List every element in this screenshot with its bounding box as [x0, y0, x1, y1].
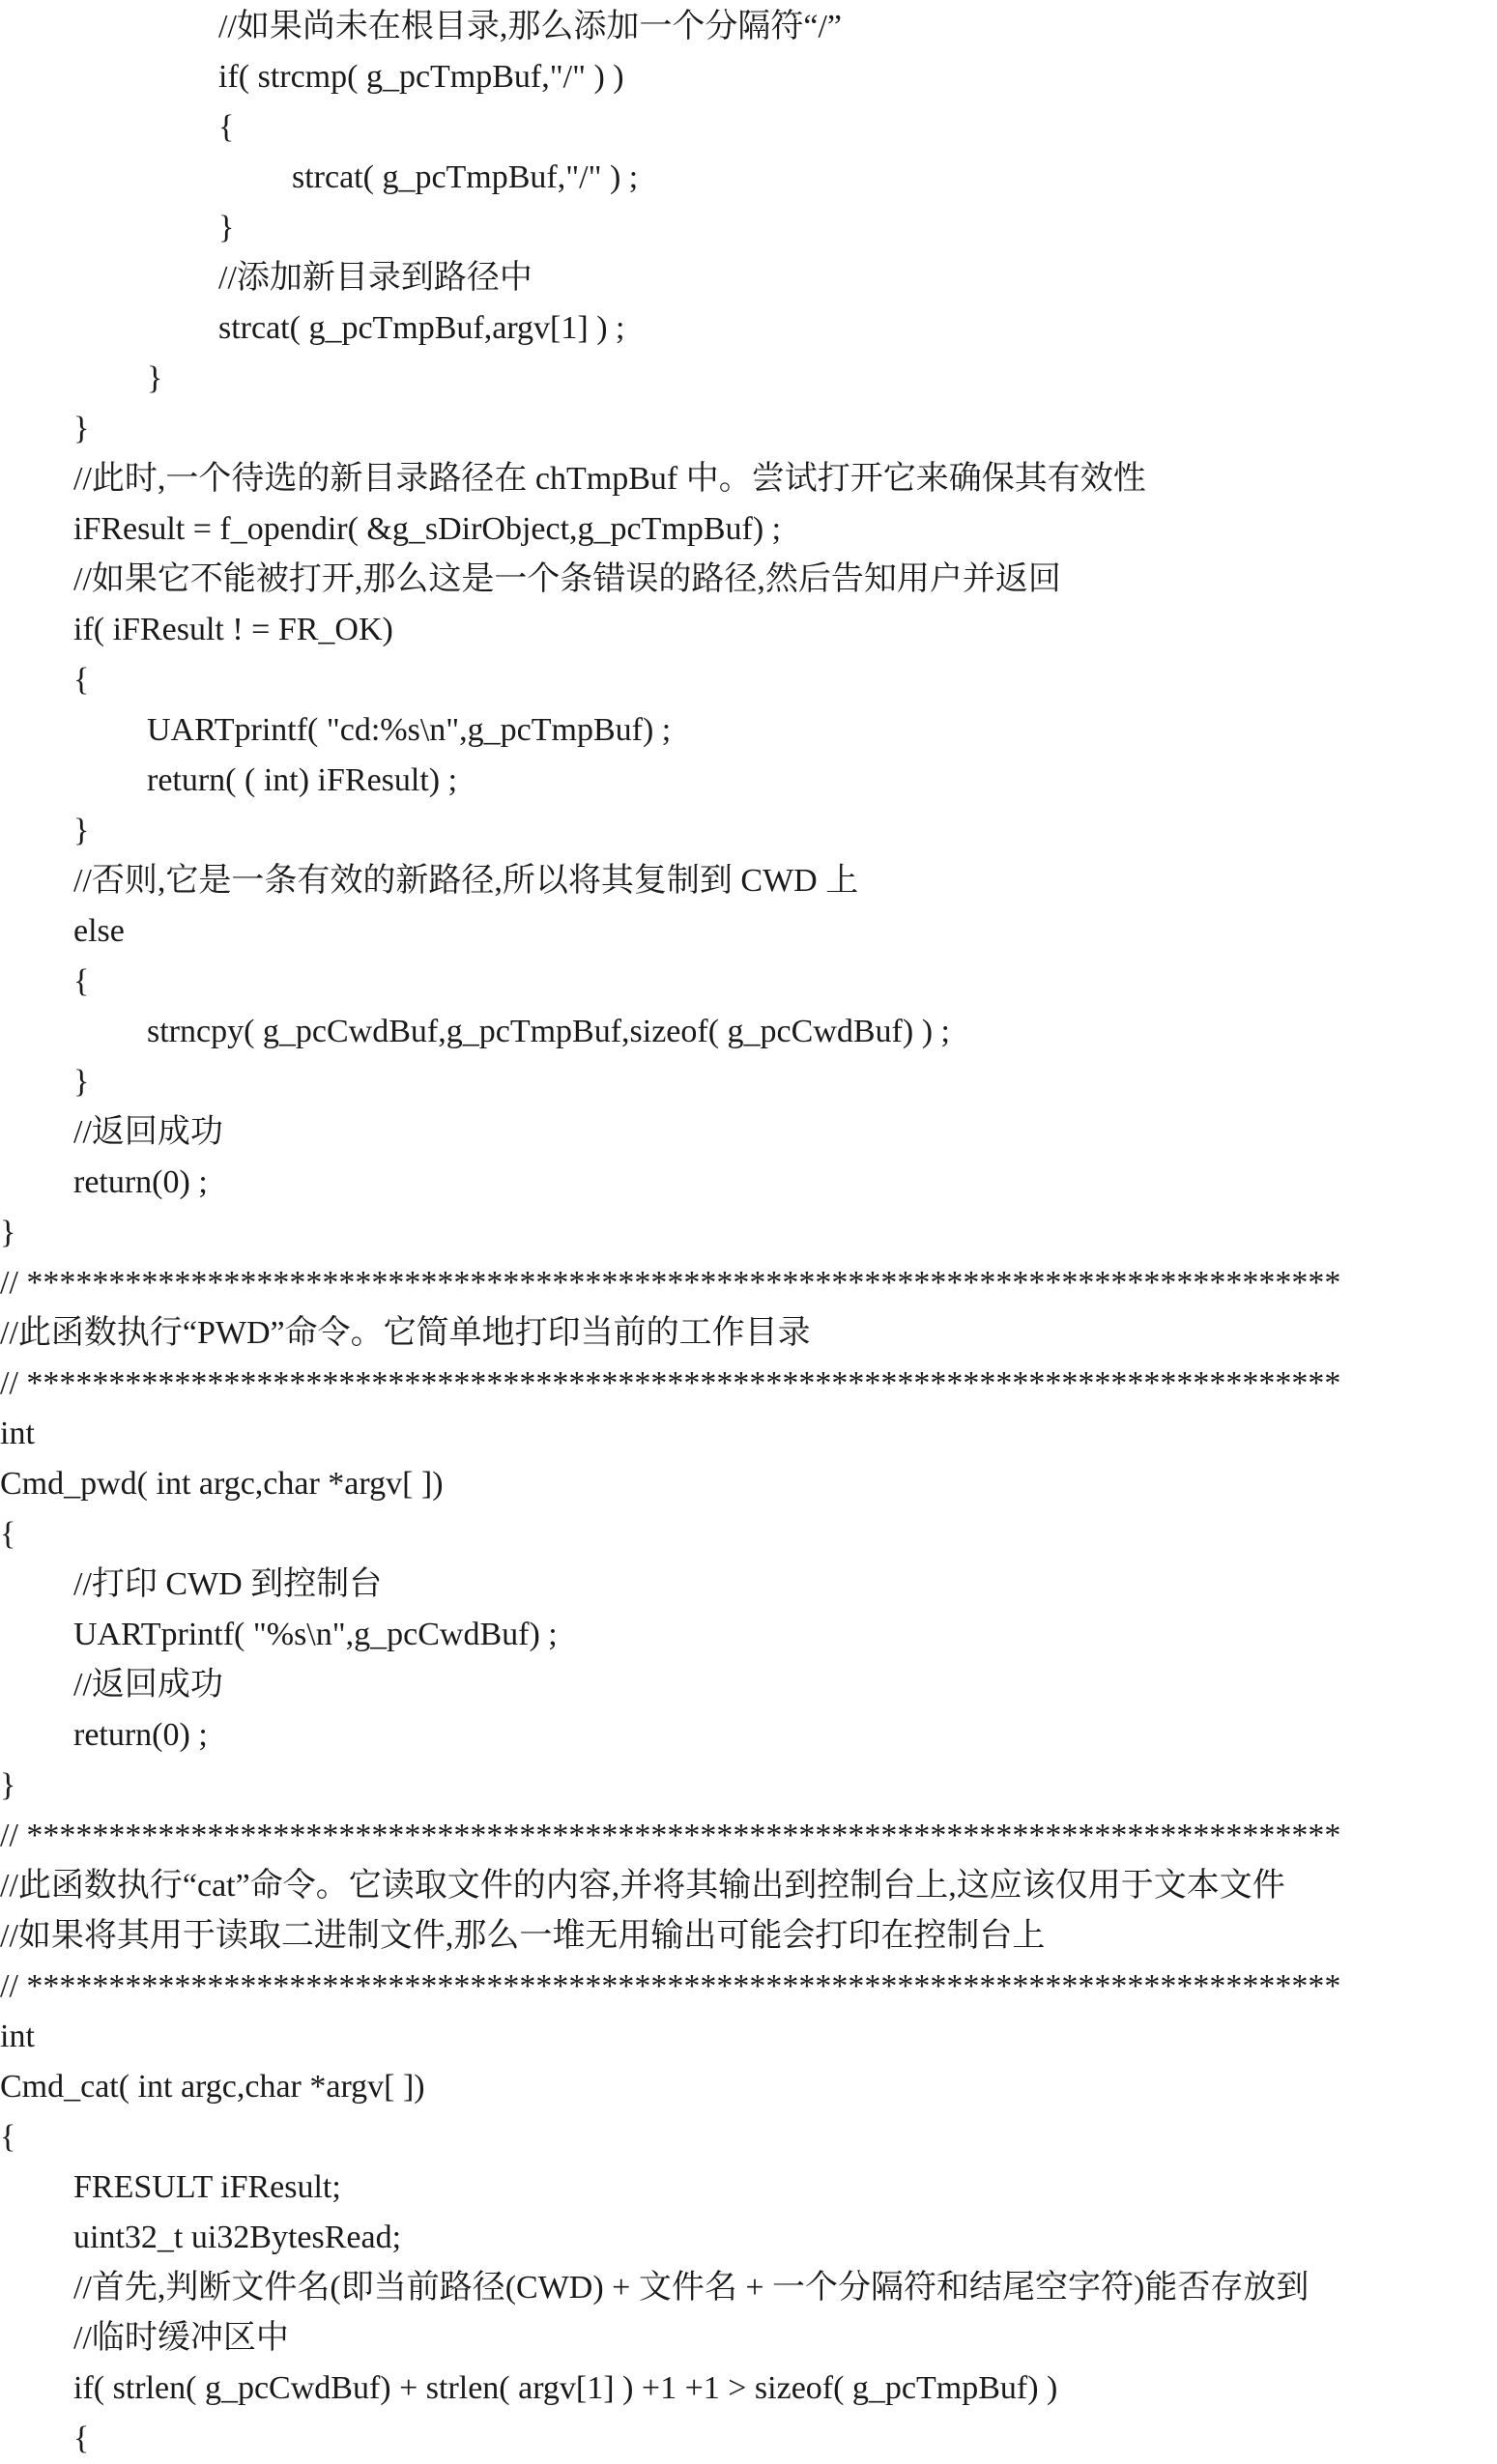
code-line: }: [73, 411, 90, 446]
code-line: strcat( g_pcTmpBuf,argv[1] ) ;: [218, 310, 625, 346]
code-line: Cmd_pwd( int argc,char *argv[ ]): [0, 1466, 444, 1502]
code-line: }: [73, 1064, 90, 1100]
code-line: if( strlen( g_pcCwdBuf) + strlen( argv[1] ) +1 +1 > sizeof( g_pcTmpBuf) ): [73, 2370, 1058, 2406]
code-line: UARTprintf( "%s\n",g_pcCwdBuf) ;: [73, 1617, 558, 1652]
code-line: }: [218, 210, 235, 245]
code-line: {: [73, 2421, 90, 2456]
code-line: uint32_t ui32BytesRead;: [73, 2220, 402, 2255]
code-line: Cmd_cat( int argc,char *argv[ ]): [0, 2069, 425, 2105]
code-line: FRESULT iFResult;: [73, 2169, 341, 2205]
code-line: strcat( g_pcTmpBuf,"/" ) ;: [292, 159, 639, 195]
separator-line: // ********************************************************************************: [0, 1365, 1341, 1401]
separator-line: // ********************************************************************************: [0, 1265, 1341, 1301]
code-line: int: [0, 2019, 35, 2054]
code-line: //返回成功: [73, 1667, 223, 1703]
code-line: //临时缓冲区中: [73, 2320, 289, 2356]
code-line: //打印 CWD 到控制台: [73, 1566, 383, 1602]
code-line: //如果它不能被打开,那么这是一个条错误的路径,然后告知用户并返回: [73, 561, 1061, 597]
code-line: else: [73, 913, 125, 949]
code-line: //首先,判断文件名(即当前路径(CWD) + 文件名 + 一个分隔符和结尾空字符)能否存放到: [73, 2270, 1310, 2306]
code-line: }: [147, 360, 163, 396]
code-line: UARTprintf( "cd:%s\n",g_pcTmpBuf) ;: [147, 712, 672, 748]
code-line: //返回成功: [73, 1114, 223, 1150]
code-line: //如果将其用于读取二进制文件,那么一堆无用输出可能会打印在控制台上: [0, 1918, 1046, 1954]
code-line: //添加新目录到路径中: [218, 260, 533, 296]
code-line: return(0) ;: [73, 1164, 208, 1200]
code-line: strncpy( g_pcCwdBuf,g_pcTmpBuf,sizeof( g_pcCwdBuf) ) ;: [147, 1014, 950, 1049]
code-line: }: [0, 1215, 16, 1250]
code-line: iFResult = f_opendir( &g_sDirObject,g_pcTmpBuf) ;: [73, 511, 782, 547]
separator-line: // ********************************************************************************: [0, 1968, 1341, 2004]
code-line: }: [0, 1767, 16, 1803]
code-line: //此函数执行“cat”命令。它读取文件的内容,并将其输出到控制台上,这应该仅用于文本文件: [0, 1868, 1285, 1904]
separator-line: // ********************************************************************************: [0, 1818, 1341, 1853]
code-line: {: [0, 1516, 16, 1552]
code-line: {: [73, 662, 90, 698]
code-line: if( iFResult ! = FR_OK): [73, 612, 393, 647]
code-listing: [0, 2, 1497, 2456]
code-line: //此时,一个待选的新目录路径在 chTmpBuf 中。尝试打开它来确保其有效性: [73, 461, 1146, 497]
code-line: //如果尚未在根目录,那么添加一个分隔符“/”: [218, 9, 843, 44]
code-line: return( ( int) iFResult) ;: [147, 762, 458, 798]
code-line: {: [0, 2119, 16, 2155]
code-line: }: [73, 813, 90, 848]
code-line: return(0) ;: [73, 1717, 208, 1753]
code-line: //否则,它是一条有效的新路径,所以将其复制到 CWD 上: [73, 863, 859, 899]
code-line: //此函数执行“PWD”命令。它简单地打印当前的工作目录: [0, 1315, 811, 1351]
code-line: int: [0, 1416, 35, 1451]
code-line: {: [218, 109, 235, 145]
code-line: {: [73, 963, 90, 999]
code-line: if( strcmp( g_pcTmpBuf,"/" ) ): [218, 59, 624, 95]
